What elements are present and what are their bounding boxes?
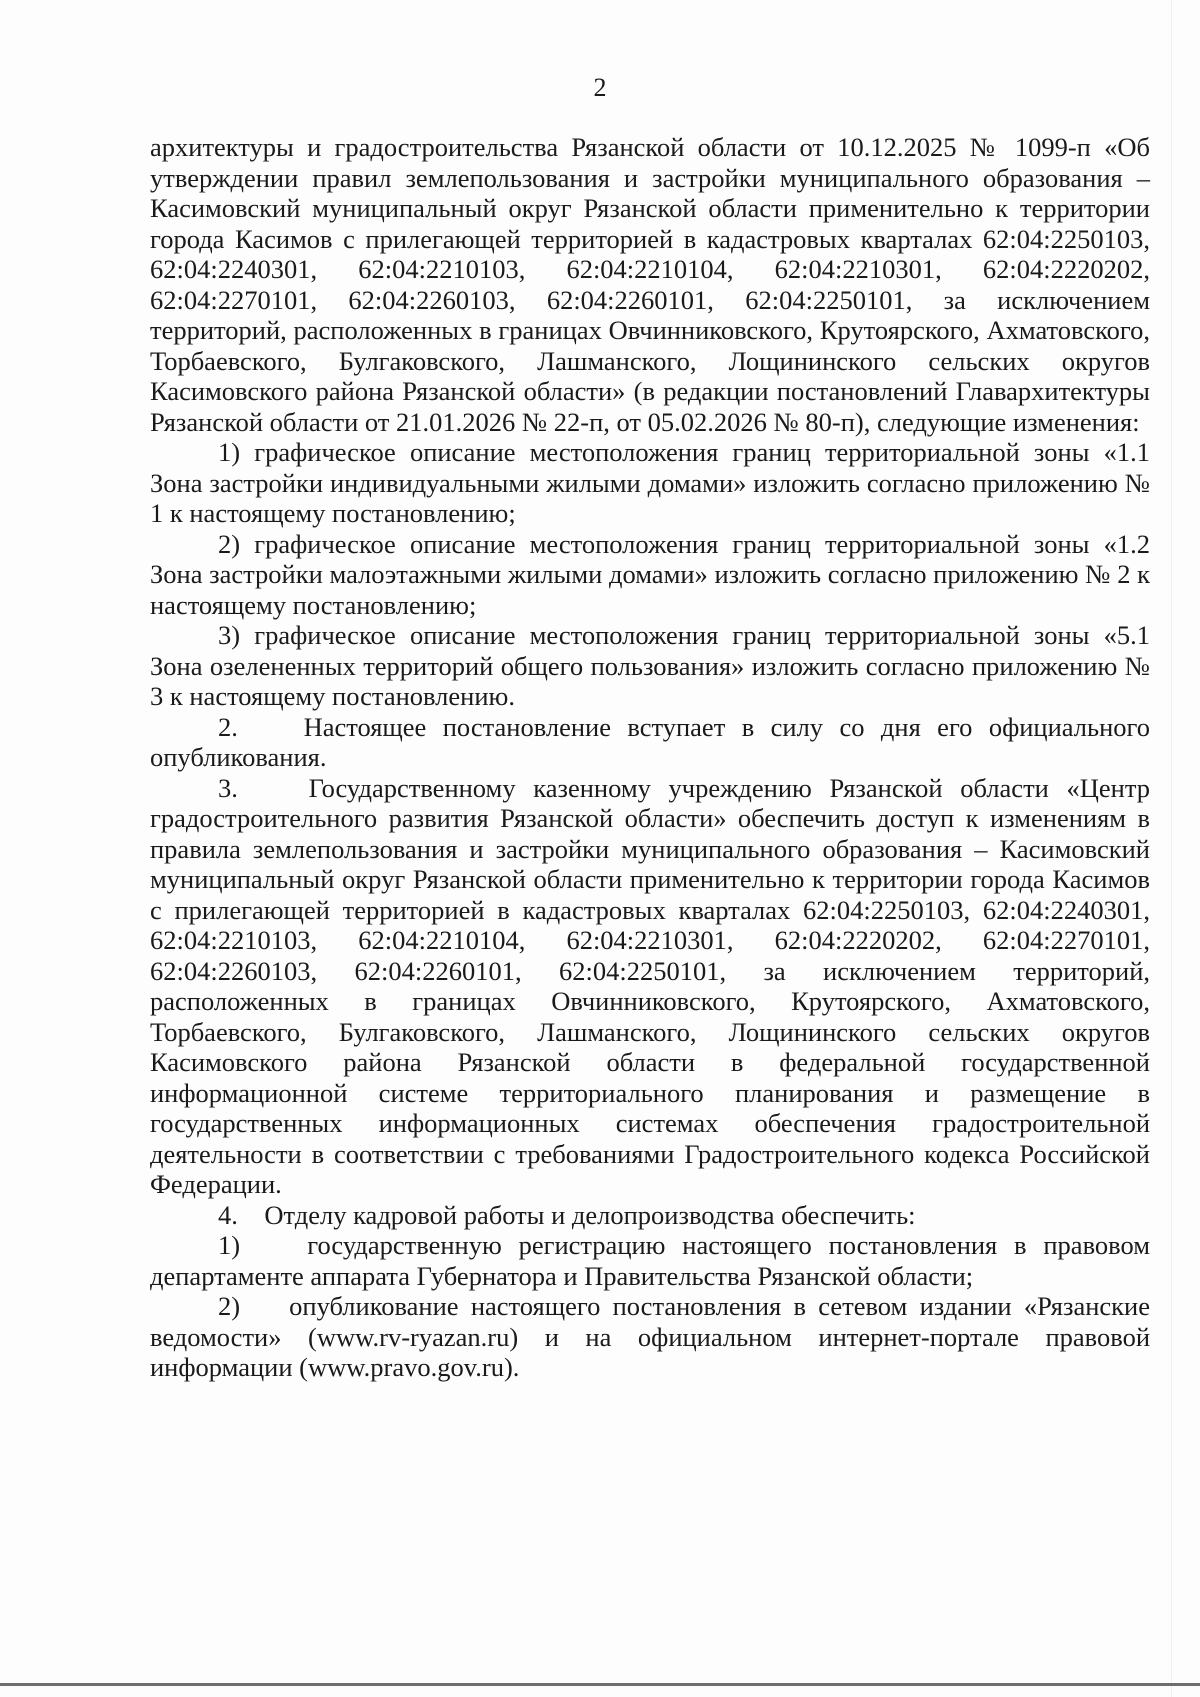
scan-edge-right bbox=[1171, 0, 1172, 1697]
paragraph-item-3: 3. Государственному казенному учреждению Рязанской области «Центр градостроительного развития Рязанской области» обеспечить доступ к изменениям в правила землепользования и застройки муниципального образования – Касимовский муниципальный округ Рязанской области применительно к территории города Касимов с прилегающей территорией в кадастровых кварталах 62:04:2250103, 62:04:2240301, 62:04:2210103, 62:04:2210104, 62:04:2210301, 62:04:2220202, 62:04:2270101, 62:04:2260103, 62:04:2260101, 62:04:2250101, за исключением территорий, расположенных в границах Овчинниковского, Крутоярского, Ахматовского, Торбаевского, Булгаковского, Лашманского, Лощининского сельских округов Касимовского района Рязанской области в федеральной государственной информационной системе территориального планирования и размещение в государственных информационных системах обеспечения градостроительной деятельности в соответствии с требованиями Градостроительного кодекса Российской Федерации. bbox=[150, 772, 1150, 1199]
paragraph-item-2: 2. Настоящее постановление вступает в силу со дня его официального опубликования. bbox=[150, 711, 1150, 772]
document-body bbox=[150, 132, 1150, 1383]
paragraph-subitem-1: 1) графическое описание местоположения границ территориальной зоны «1.1 Зона застройки индивидуальными жилыми домами» изложить согласно приложению № 1 к настоящему постановлению; bbox=[150, 437, 1150, 528]
paragraph-item-4-sub-1: 1) государственную регистрацию настоящего постановления в правовом департаменте аппарата Губернатора и Правительства Рязанской области; bbox=[150, 1230, 1150, 1291]
scan-edge-bottom bbox=[0, 1683, 1200, 1686]
paragraph-continuation: архитектуры и градостроительства Рязанской области от 10.12.2025 № 1099-п «Об утверждении правил землепользования и застройки муниципального образования – Касимовский муниципальный округ Рязанской области применительно к территории города Касимов с прилегающей территорией в кадастровых кварталах 62:04:2250103, 62:04:2240301, 62:04:2210103, 62:04:2210104, 62:04:2210301, 62:04:2220202, 62:04:2270101, 62:04:2260103, 62:04:2260101, 62:04:2250101, за исключением территорий, расположенных в границах Овчинниковского, Крутоярского, Ахматовского, Торбаевского, Булгаковского, Лашманского, Лощининского сельских округов Касимовского района Рязанской области» (в редакции постановлений Главархитектуры Рязанской области от 21.01.2026 № 22-п, от 05.02.2026 № 80-п), следующие изменения: bbox=[150, 132, 1150, 437]
paragraph-subitem-2: 2) графическое описание местоположения границ территориальной зоны «1.2 Зона застройки малоэтажными жилыми домами» изложить согласно приложению № 2 к настоящему постановлению; bbox=[150, 528, 1150, 620]
paragraph-item-4-sub-2: 2) опубликование настоящего постановления в сетевом издании «Рязанские ведомости» (www.rv-ryazan.ru) и на официальном интернет-портале правовой информации (www.pravo.gov.ru). bbox=[150, 1291, 1150, 1382]
page-number: 2 bbox=[593, 73, 607, 102]
paragraph-item-4: 4. Отделу кадровой работы и делопроизводства обеспечить: bbox=[218, 1199, 916, 1230]
paragraph-subitem-3: 3) графическое описание местоположения границ территориальной зоны «5.1 Зона озелененных территорий общего пользования» изложить согласно приложению № 3 к настоящему постановлению. bbox=[150, 620, 1150, 711]
